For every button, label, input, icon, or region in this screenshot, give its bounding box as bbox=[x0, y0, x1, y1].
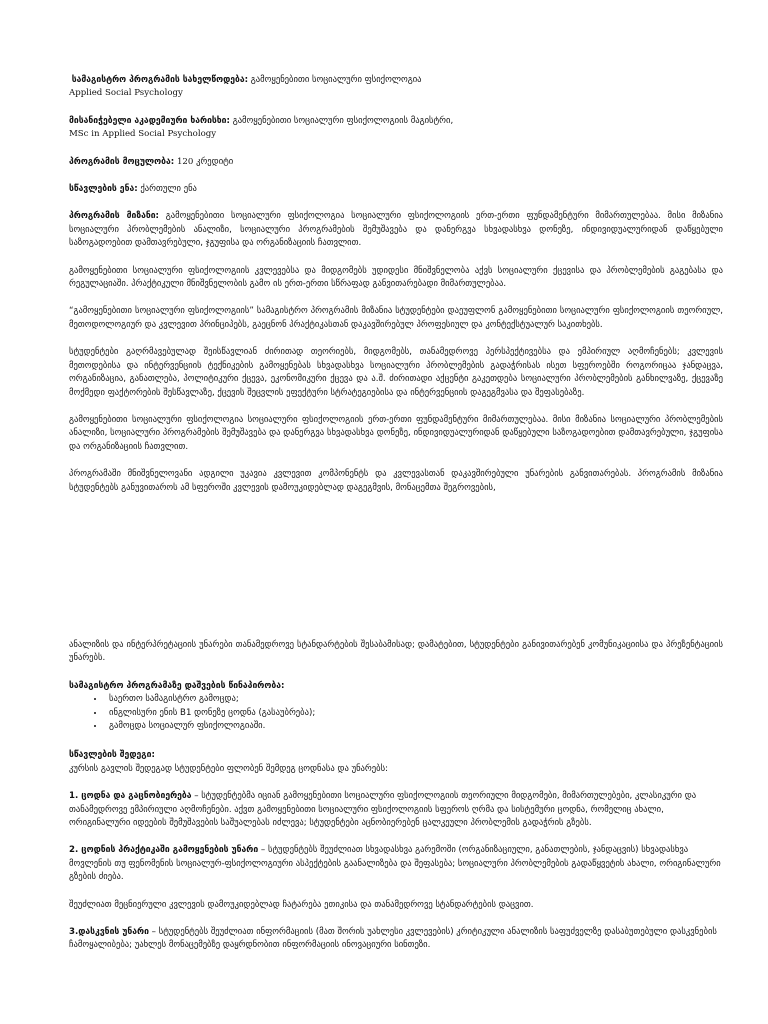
goal-paragraph-2: გამოყენებითი სოციალური ფსიქოლოგიის კვლევებსა და მიდგომებს უდიდესი მნიშვნელობა აქვს სოციალური ქცევისა და პრობლემების გაგებასა და რეგულაციაში. პრაქტიკული მნიშვნელობის გამო ის ერთ-ერთი სწრაფად განვითარებადი მიმართულებაა. bbox=[69, 265, 723, 290]
outcome-item-1 bbox=[69, 790, 723, 830]
degree-label: მისანიჭებელი აკადემიური ხარისხი: bbox=[69, 115, 230, 126]
goal-text-1: გამოყენებითი სოციალური ფსიქოლოგია სოციალური ფსიქოლოგიის ერთ-ერთი ფუნდამენტური მიმართულებაა. მისი მიზანია სოციალური პრობლემების ანალიზი, სოციალური პროგრამების შემუშავება და დანერგვა სხვადასხვა დონეზე, ინდივიდუალურიდან დაწყებული საზოგადოებით დამთავრებული, ჯგუფისა და ორგანიზაციის ჩათვლით. bbox=[69, 211, 724, 249]
program-volume bbox=[69, 156, 723, 169]
prerequisite-item: • გამოცდა სოციალურ ფსიქოლოგიაში. bbox=[105, 720, 723, 733]
goal-paragraph-1 bbox=[69, 210, 723, 250]
degree-value: გამოყენებითი სოციალური ფსიქოლოგიის მაგისტრი, bbox=[232, 115, 454, 126]
degree-en: MSc in Applied Social Psychology bbox=[69, 129, 217, 140]
outcomes-intro: კურსის გავლის შედეგად სტუდენტები ფლობენ შემდეგ ცოდნასა და უნარებს: bbox=[69, 763, 388, 774]
outcome-3-text: – სტუდენტებს შეუძლიათ ინფორმაციის (მათ შორის უახლესი კვლევების) კრიტიკული ანალიზის საფუძველზე დასაბუთებული დასკვნების ჩამოყალიბება; უახლეს მონაცემებზე დაყრდნობით ინფორმაციის ინოვაციური სინთეზი. bbox=[69, 927, 717, 951]
outcomes-heading-block bbox=[69, 749, 723, 776]
outcome-1-text: – სტუდენტებმა იციან გამოყენებითი სოციალური ფსიქოლოგიის თეორიული მიდგომები, მიმართულებები, კლასიკური და თანამედროვე ემპირიული აღმოჩენები. აქვთ გამოყენებითი სოციალური ფსიქოლოგიის სფეროს ღრმა და სისტემური ცოდნა, რომელიც ახალი, ორიგინალური იდეების შემუშავების საშუალებას იძლევა; სტუდენტები აცნობიერებენ ცალკეული პრობლემის გადაჭრის გზებს. bbox=[69, 791, 697, 828]
program-name-value: გამოყენებითი სოციალური ფსიქოლოგია bbox=[250, 75, 422, 85]
prerequisites-list bbox=[69, 693, 723, 733]
document-page bbox=[69, 74, 723, 967]
goal-paragraph-7: ანალიზის და ინტერპრეტაციის უნარები თანამედროვე სტანდარტების შესაბამისად; დამატებით, სტუდენტები განივითარებენ კომუნიკაციისა და პრეზენტაციის უნარებს. bbox=[69, 639, 723, 664]
page-break-gap bbox=[69, 509, 723, 639]
teaching-language bbox=[69, 183, 723, 196]
program-volume-unit: კრედიტი bbox=[196, 156, 234, 167]
prerequisite-item: • საერთო სამაგისტრო გამოცდა; bbox=[105, 693, 723, 706]
goal-paragraph-6: პროგრამაში მნიშვნელოვანი ადგილი უკავია კვლევით კომპონენტს და კვლევასთან დაკავშირებული უნარების განვითარებას. პროგრამის მიზანია სტუდენტებს განუვითაროს ამ სფეროში კვლევის დამოუკიდებლად დაგეგმვის, მონაცემთა შეგროვების, bbox=[69, 469, 723, 493]
program-volume-number: 120 bbox=[176, 156, 194, 167]
outcome-2-label: 2. ცოდნის პრაქტიკაში გამოყენების უნარი bbox=[69, 845, 259, 856]
outcome-item-3 bbox=[69, 926, 723, 953]
goal-paragraph-5: გამოყენებითი სოციალური ფსიქოლოგია სოციალური ფსიქოლოგიის ერთ-ერთი ფუნდამენტური მიმართულებაა. მისი მიზანია სოციალური პრობლემების ანალიზი, სოციალური პროგრამების შემუშავება და დანერგვა სხვადასხვა დონეზე, ინდივიდუალურიდან დაწყებული საზოგადოებით დამთავრებული, ჯგუფისა და ორგანიზაციის ჩათვლით. bbox=[69, 414, 723, 452]
goal-paragraph-3: “გამოყენებითი სოციალური ფსიქოლოგიის” სამაგისტრო პროგრამის მიზანია სტუდენტები დაეუფლონ გამოყენებითი სოციალური ფსიქოლოგიის თეორიულ, მეთოდოლოგიურ და კვლევით პრინციპებს, გაეცნონ პრაქტიკასთან დაკავშირებულ პროფესიულ და კონტექსტუალურ საკითხებს. bbox=[69, 306, 723, 330]
program-name-block bbox=[69, 74, 723, 101]
outcomes-label: სწავლების შედეგი: bbox=[69, 750, 155, 761]
goal-label: პროგრამის მიზანი: bbox=[69, 211, 159, 222]
teaching-language-label: სწავლების ენა: bbox=[69, 184, 138, 195]
prerequisites-section bbox=[69, 680, 723, 734]
program-name-en: Applied Social Psychology bbox=[69, 88, 183, 99]
teaching-language-value: ქართული ენა bbox=[140, 184, 197, 195]
degree-block bbox=[69, 115, 723, 142]
program-volume-label: პროგრამის მოცულობა: bbox=[69, 156, 175, 167]
outcome-1-label: 1. ცოდნა და გაცნობიერება bbox=[69, 791, 192, 802]
outcome-item-2 bbox=[69, 844, 723, 884]
program-name-label: სამაგისტრო პროგრამის სახელწოდება: bbox=[71, 75, 249, 85]
outcome-item-2-extra: შეუძლიათ მეცნიერული კვლევის დამოუკიდებლად ჩატარება ეთიკისა და თანამედროვე სტანდარტების დაცვით. bbox=[69, 899, 534, 910]
outcome-2-text: – სტუდენტებს შეუძლიათ სხვადასხვა გარემოში (ორგანიზაციული, განათლების, ჯანდაცვის) სხვადასხვა მოვლენის თუ ფენომენის სოციალურ-ფსიქოლოგიური ასპექტების გაანალიზება და შეფასება; სოციალური პრობლემების გადაწყვეტის ახალი, ორიგინალური გზების ძიება. bbox=[69, 845, 721, 883]
outcome-3-label: 3.დასკვნის უნარი bbox=[69, 927, 149, 938]
prerequisite-item: • ინგლისური ენის B1 დონეზე ცოდნა (გასაუბრება); bbox=[105, 707, 723, 720]
goal-paragraph-4: სტუდენტები გაღრმავებულად შეისწავლიან ძირითად თეორიებს, მიდგომებს, თანამედროვე პერსპექტივებსა და ემპირიულ აღმოჩენებს; კვლევის მეთოდებისა და ინტერვენციის ტექნიკების გამოყენებას სხვადასხვა სოციალური პრობლემების გადაჭრისას ისეთ სფეროებში როგორიცაა ჯანდაცვა, ორგანიზაცია, განათლება, პოლიტიკური ქცევა, ეკონომიკური ქცევა და ა.შ. ძირითადი აქცენტი გაკეთდება სოციალური პრობლემების განხილვაზე, ქცევაზე მოქმედი ფაქტორების შესწავლაზე, ქცევის შეცვლის ეფექტური სტრატეგიებისა და ინტერვენციის დაგეგმვასა და შეფასებაზე. bbox=[69, 347, 723, 398]
prerequisites-label: სამაგისტრო პროგრამაზე დაშვების წინაპირობა: bbox=[69, 680, 285, 691]
